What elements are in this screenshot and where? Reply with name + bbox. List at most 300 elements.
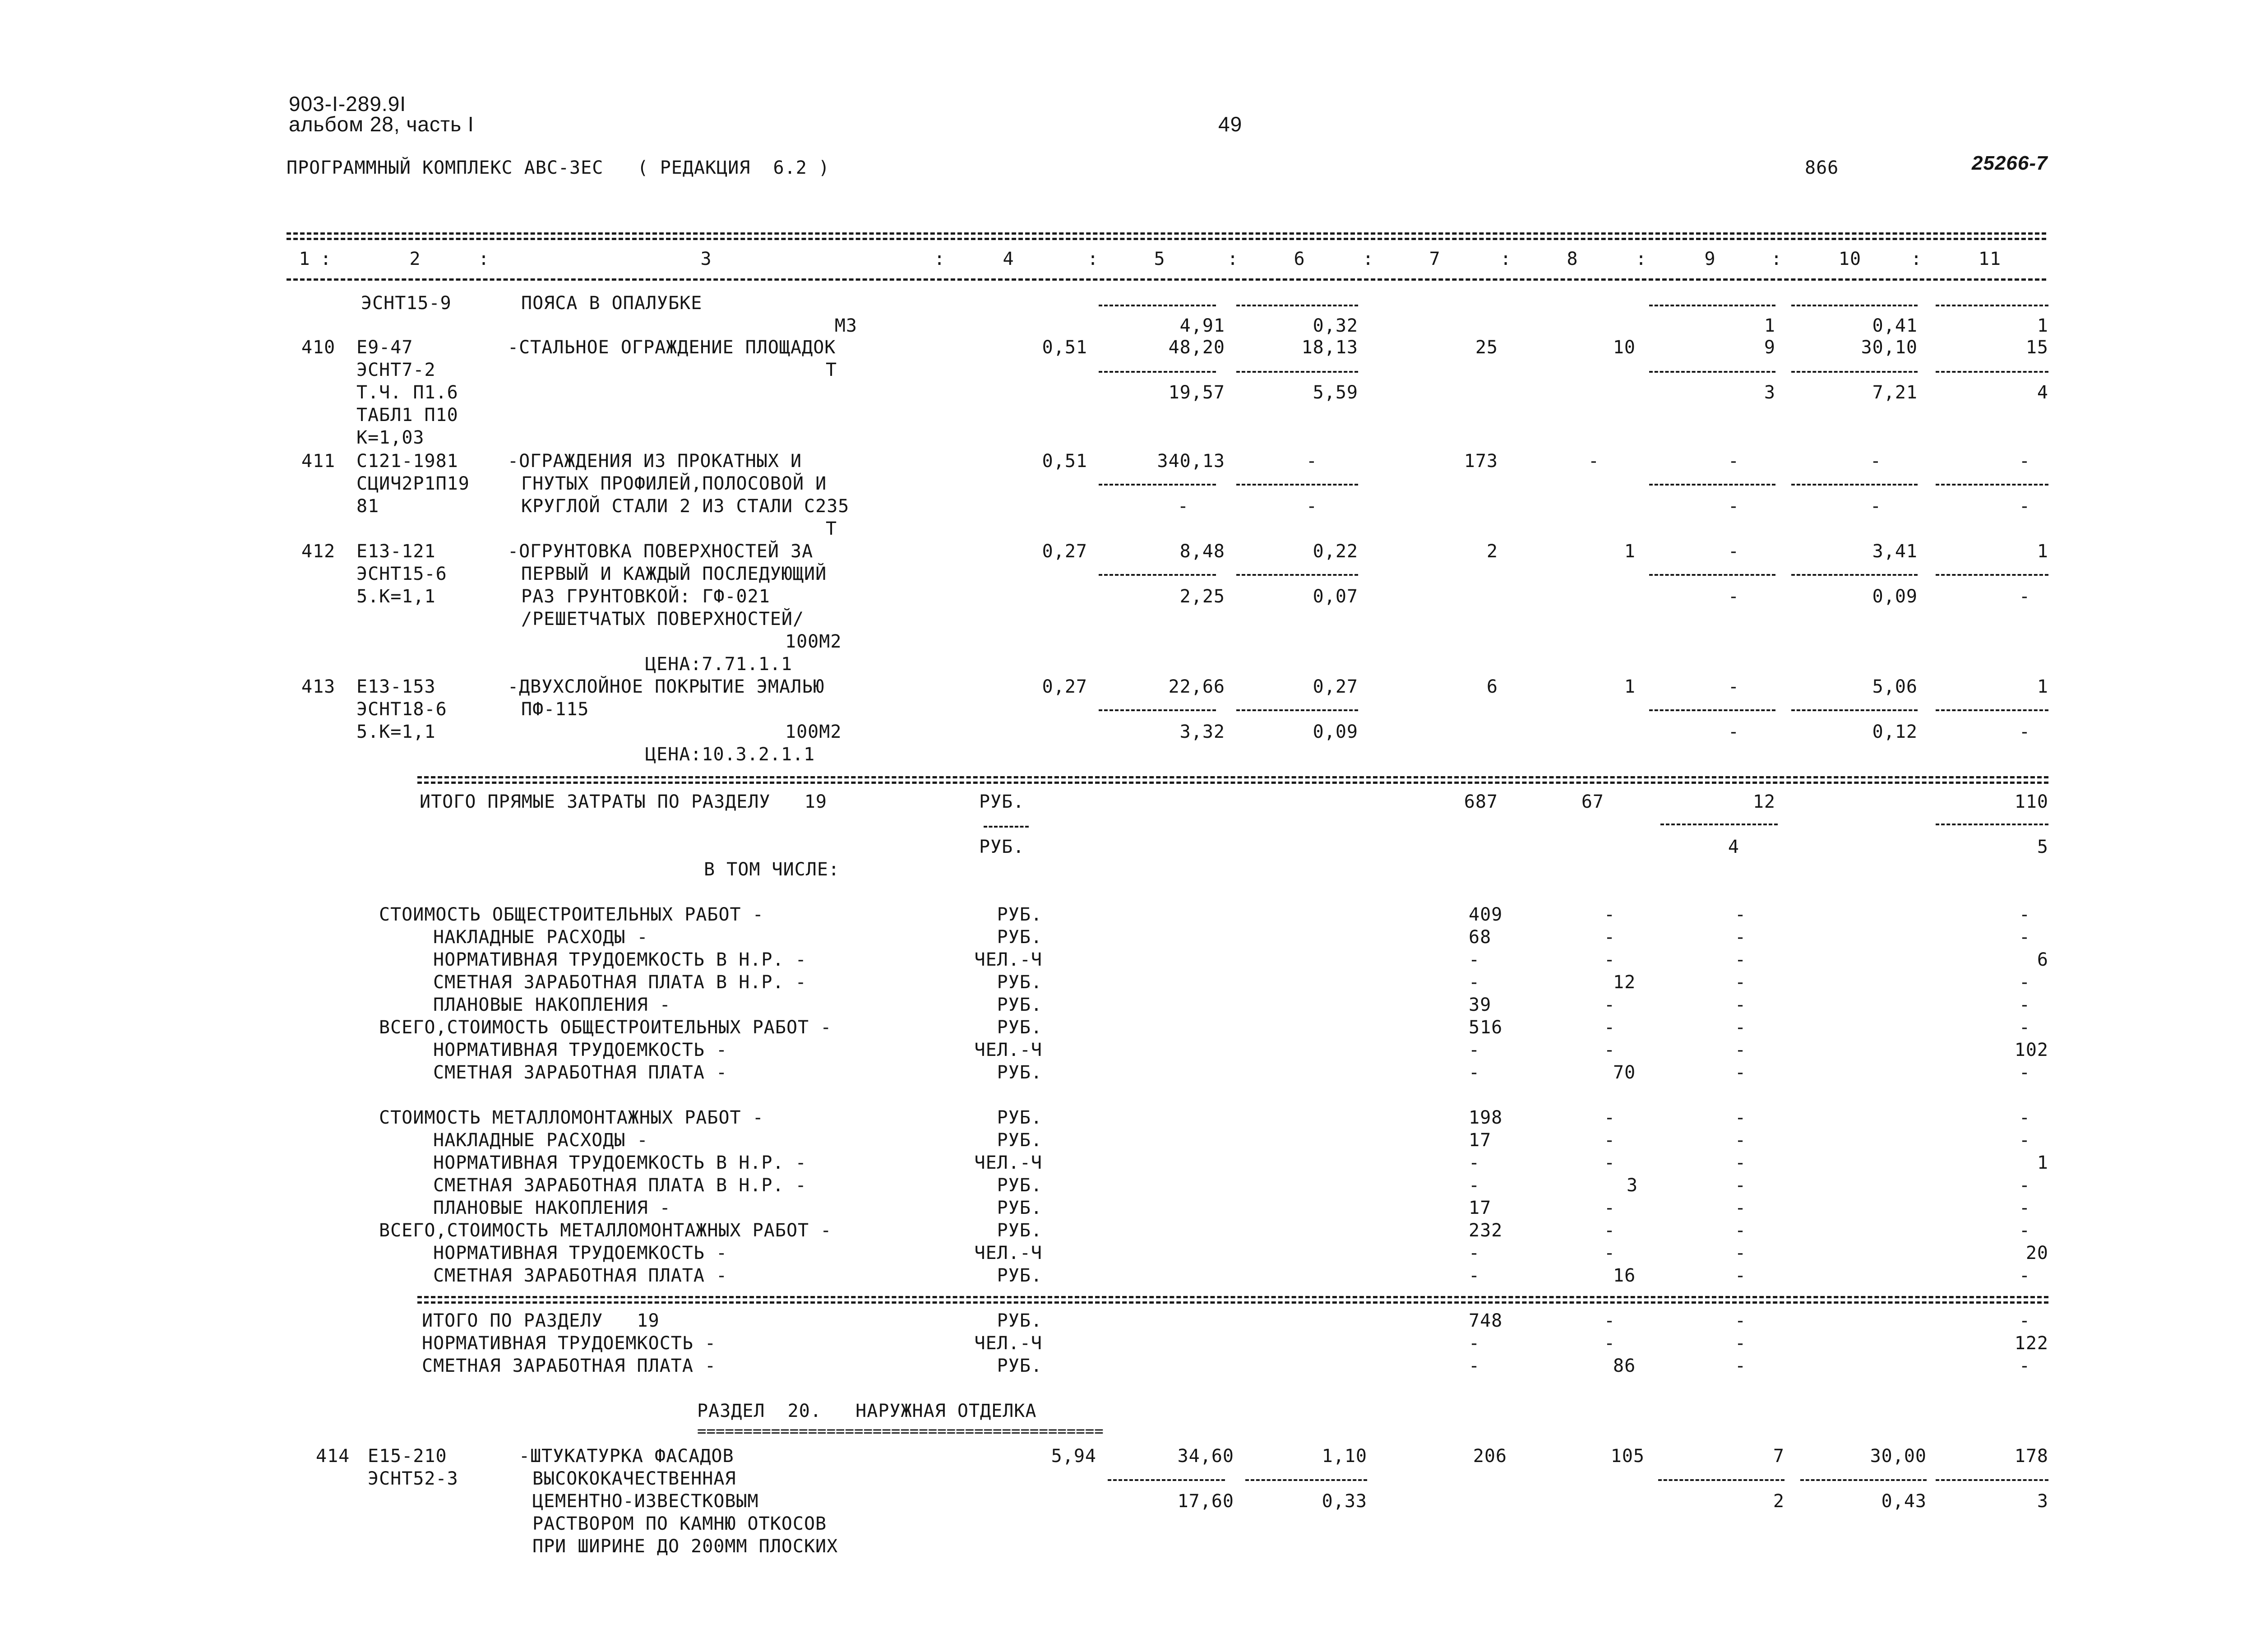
cell-col6: 0,27 [1313,676,1358,697]
cell-col11: 6 [2037,949,2048,970]
cell-col7: - [1469,1356,1480,1376]
entry-number: 413 [301,676,336,697]
cell-col8: - [1604,1220,1616,1241]
cell-col9: - [1735,949,1747,970]
unit: РУБ. [997,1017,1042,1038]
split-line [1791,709,1918,711]
cell-col7: 687 [1464,791,1498,812]
cell-col11: - [2019,1265,2030,1286]
cell-col11: - [2019,1107,2030,1128]
cell-col11: 5 [2037,837,2048,857]
entry-number: 414 [316,1446,350,1467]
cell-col8: 16 [1613,1265,1636,1286]
cell-col4: 0,51 [1042,337,1087,358]
cell-col8: 10 [1613,337,1636,358]
entry-description: КРУГЛОЙ СТАЛИ 2 ИЗ СТАЛИ С235 [521,496,850,517]
col-header-6: 6 [1294,249,1305,269]
summary-label: ИТОГО ПО РАЗДЕЛУ 19 [422,1310,660,1331]
col-separators: : [1363,249,1374,269]
unit: ЧЕЛ.-Ч [974,1333,1042,1354]
page-number: 49 [1218,112,1243,136]
col-separators: : [1227,249,1239,269]
cell-col7: - [1469,1265,1480,1286]
unit: РУБ. [997,1310,1042,1331]
summary-label: НОРМАТИВНАЯ ТРУДОЕМКОСТЬ В Н.Р. - [433,949,807,970]
split-line [1236,484,1358,486]
cell-col9: - [1728,541,1739,562]
cell-col9: - [1735,1265,1747,1286]
split-line [1245,1479,1367,1481]
cell-col6: 0,09 [1313,722,1358,742]
unit: РУБ. [997,1220,1042,1241]
cell-col7: - [1469,1152,1480,1173]
summary-label: НАКЛАДНЫЕ РАСХОДЫ - [433,927,648,948]
entry-code: ЭСНТ7-2 [356,360,436,380]
cell-col7: - [1469,972,1480,993]
cell-col8: - [1604,1333,1616,1354]
entry-code: К=1,03 [356,427,425,448]
cell-col6: - [1306,496,1318,517]
summary-label: НОРМАТИВНАЯ ТРУДОЕМКОСТЬ - [433,1040,728,1060]
cell-col11: 178 [2014,1446,2048,1467]
cell-col9: - [1728,676,1739,697]
entry-code: ЭСНТ18-6 [356,699,447,720]
unit: РУБ. [979,791,1025,812]
cell-col8: 105 [1610,1446,1645,1467]
col-header-11: 11 [1978,249,2002,269]
cell-col10: 0,12 [1872,722,1918,742]
entry-code: 5.К=1,1 [356,722,436,742]
cell-col9: - [1735,1333,1747,1354]
split-line [1791,305,1918,306]
col-header-10: 10 [1838,249,1862,269]
cell-col8: - [1588,451,1600,472]
section-total-rule-2 [417,1301,2048,1304]
cell-col7: - [1469,1243,1480,1263]
cell-col7: 409 [1469,904,1503,925]
cell-col6: 0,32 [1313,315,1358,336]
summary-label: СМЕТНАЯ ЗАРАБОТНАЯ ПЛАТА В Н.Р. - [433,1175,807,1196]
cell-col9: - [1735,1310,1747,1331]
unit: РУБ. [997,1356,1042,1376]
cell-col10: - [1870,496,1882,517]
cell-col7: 748 [1469,1310,1503,1331]
entry-description: ЦЕМЕНТНО-ИЗВЕСТКОВЫМ [532,1491,759,1512]
summary-label: НОРМАТИВНАЯ ТРУДОЕМКОСТЬ В Н.Р. - [433,1152,807,1173]
unit: РУБ. [997,904,1042,925]
cell-col10: 7,21 [1872,382,1918,403]
entry-description: РАСТВОРОМ ПО КАМНЮ ОТКОСОВ [532,1513,827,1534]
cell-col11: - [2019,904,2030,925]
cell-col9: - [1735,995,1747,1015]
split-line [1099,305,1216,306]
cell-col5: 17,60 [1177,1491,1234,1512]
cell-col7: - [1469,1333,1480,1354]
entry-code: ЭСНТ15-6 [356,564,447,584]
split-line [1236,709,1358,711]
album-info: альбом 28, часть I [289,112,474,136]
summary-label: НАКЛАДНЫЕ РАСХОДЫ - [433,1130,648,1151]
entry-code: Е13-153 [356,676,436,697]
cell-col4: 0,51 [1042,451,1087,472]
cell-col9: - [1735,1220,1747,1241]
cell-col9: 4 [1728,837,1739,857]
cell-col7: 25 [1475,337,1498,358]
summary-label: СМЕТНАЯ ЗАРАБОТНАЯ ПЛАТА - [433,1265,728,1286]
entry-number: 411 [301,451,336,472]
col-header-5: 5 [1154,249,1165,269]
split-line [1660,824,1778,825]
unit: ЧЕЛ.-Ч [974,1243,1042,1263]
cell-col4: 5,94 [1051,1446,1096,1467]
entry-code: Е9-47 [356,337,413,358]
col-header-4: 4 [1003,249,1014,269]
cell-col5: - [1177,496,1189,517]
unit: ЧЕЛ.-Ч [974,949,1042,970]
cell-col5: 3,32 [1179,722,1225,742]
cell-col6: 0,33 [1322,1491,1367,1512]
unit: РУБ. [997,1198,1042,1218]
col-header-9: 9 [1704,249,1716,269]
header-top-rule [287,232,2046,235]
col-header-8: 8 [1567,249,1578,269]
cell-col9: 3 [1764,382,1775,403]
cell-col6: 0,22 [1313,541,1358,562]
cell-col10: 30,10 [1861,337,1918,358]
price-reference: ЦЕНА:10.3.2.1.1 [645,744,815,765]
unit: М3 [834,315,857,336]
col-separators: : [1087,249,1099,269]
cell-col8: - [1604,995,1616,1015]
cell-col7: 2 [1486,541,1498,562]
entry-description: -ШТУКАТУРКА ФАСАДОВ [519,1446,734,1467]
cell-col10: - [1870,451,1882,472]
cell-col8: 1 [1624,541,1636,562]
cell-col8: - [1604,1243,1616,1263]
cell-col9: 2 [1773,1491,1784,1512]
cell-col8: - [1604,927,1616,948]
entry-code: 81 [356,496,379,517]
cell-col8: - [1604,1017,1616,1038]
entry-description: /РЕШЕТЧАТЫХ ПОВЕРХНОСТЕЙ/ [521,609,804,629]
cell-col11: - [2019,927,2030,948]
cell-col4: 0,27 [1042,676,1087,697]
summary-label: НОРМАТИВНАЯ ТРУДОЕМКОСТЬ - [422,1333,717,1354]
unit: РУБ. [997,1175,1042,1196]
col-header-7: 7 [1429,249,1441,269]
cell-col9: - [1735,1130,1747,1151]
cell-col8: - [1604,1040,1616,1060]
entry-description: -ОГРУНТОВКА ПОВЕРХНОСТЕЙ ЗА [508,541,814,562]
cell-col11: 110 [2014,791,2048,812]
cell-col8: - [1604,1310,1616,1331]
entry-code: Е15-210 [368,1446,447,1467]
cell-col5: 48,20 [1168,337,1225,358]
cell-col9: - [1735,1152,1747,1173]
entry-description: ПФ-115 [521,699,589,720]
unit: Т [826,360,837,380]
cell-col8: - [1604,949,1616,970]
cell-col7: 232 [1469,1220,1503,1241]
cell-col7: 173 [1464,451,1498,472]
split-line [1649,709,1775,711]
cell-col7: 68 [1469,927,1492,948]
split-line [1099,371,1216,373]
cell-col11: 1 [2037,541,2048,562]
cell-col11: 1 [2037,676,2048,697]
col-header-1: 1 [299,249,310,269]
summary-label: ВСЕГО,СТОИМОСТЬ МЕТАЛЛОМОНТАЖНЫХ РАБОТ - [379,1220,832,1241]
entry-code: 5.К=1,1 [356,586,436,607]
cell-col9: - [1735,927,1747,948]
col-separators: : [1500,249,1512,269]
cell-col4: 0,27 [1042,541,1087,562]
cell-col9: - [1728,496,1739,517]
unit: РУБ. [979,837,1025,857]
split-line [1936,305,2048,306]
split-line [1936,1479,2048,1481]
col-separators: : [478,249,490,269]
cell-col5: 8,48 [1179,541,1225,562]
including-heading: В ТОМ ЧИСЛЕ: [704,859,840,880]
summary-label: НОРМАТИВНАЯ ТРУДОЕМКОСТЬ - [433,1243,728,1263]
cell-col11: - [2019,995,2030,1015]
section-heading: РАЗДЕЛ 20. НАРУЖНАЯ ОТДЕЛКА [697,1401,1037,1421]
entry-number: 412 [301,541,336,562]
split-line [1649,574,1775,576]
cell-col8: 67 [1581,791,1604,812]
cell-col11: - [2019,1017,2030,1038]
cell-col11: 20 [2025,1243,2048,1263]
cell-col5: 22,66 [1168,676,1225,697]
split-line [984,826,1029,828]
entry-description: -ОГРАЖДЕНИЯ ИЗ ПРОКАТНЫХ И [508,451,802,472]
cell-col8: 3 [1627,1175,1638,1196]
cell-col8: 86 [1613,1356,1636,1376]
split-line [1936,574,2048,576]
unit: 100М2 [785,722,842,742]
split-line [1936,709,2048,711]
entry-description: -ДВУХСЛОЙНОЕ ПОКРЫТИЕ ЭМАЛЬЮ [508,676,825,697]
cell-col5: 340,13 [1157,451,1225,472]
cell-col11: 1 [2037,1152,2048,1173]
cell-col10: 0,09 [1872,586,1918,607]
cell-col11: - [2019,586,2030,607]
subtotal-rule-2 [417,782,2048,784]
entry-code: ТАБЛ1 П10 [356,405,458,426]
cell-col7: 17 [1469,1130,1492,1151]
split-line [1936,824,2048,825]
cell-col10: 0,43 [1881,1491,1927,1512]
cell-col8: - [1604,1198,1616,1218]
col-separators: : [1771,249,1783,269]
cell-col11: - [2019,1356,2030,1376]
split-line [1099,574,1216,576]
cell-col11: 1 [2037,315,2048,336]
split-line [1649,305,1775,306]
cell-col6: 1,10 [1322,1446,1367,1467]
cell-col7: 17 [1469,1198,1492,1218]
unit: Т [826,518,837,539]
split-line [1236,305,1358,306]
split-line [1099,709,1216,711]
entry-code: Т.Ч. П1.6 [356,382,458,403]
split-line [1649,371,1775,373]
entry-description: РАЗ ГРУНТОВКОЙ: ГФ-021 [521,586,770,607]
cell-col9: 12 [1752,791,1775,812]
col-separators: : [320,249,332,269]
archive-stamp: 25266-7 [1972,152,2048,174]
entry-description: ГНУТЫХ ПРОФИЛЕЙ,ПОЛОСОВОЙ И [521,473,827,494]
entry-code: СЦИЧ2Р1П19 [356,473,470,494]
cell-col10: 3,41 [1872,541,1918,562]
cell-col5: 4,91 [1179,315,1225,336]
entry-code: ЭСНТ15-9 [361,293,452,314]
cell-col11: - [2019,1310,2030,1331]
cell-col11: - [2019,722,2030,742]
cell-col6: - [1306,451,1318,472]
cell-col8: 70 [1613,1062,1636,1083]
cell-col9: - [1735,972,1747,993]
entry-description: ПРИ ШИРИНЕ ДО 200ММ ПЛОСКИХ [532,1536,838,1557]
summary-label: ПЛАНОВЫЕ НАКОПЛЕНИЯ - [433,1198,671,1218]
unit: РУБ. [997,927,1042,948]
cell-col7: 198 [1469,1107,1503,1128]
cell-col5: 2,25 [1179,586,1225,607]
split-line [1236,574,1358,576]
col-header-3: 3 [700,249,712,269]
unit: РУБ. [997,972,1042,993]
cell-col6: 18,13 [1301,337,1358,358]
cell-col7: 516 [1469,1017,1503,1038]
split-line [1236,371,1358,373]
cell-col9: 9 [1764,337,1775,358]
cell-col11: 122 [2014,1333,2048,1354]
entry-description: ПЕРВЫЙ И КАЖДЫЙ ПОСЛЕДУЮЩИЙ [521,564,827,584]
cell-col8: 1 [1624,676,1636,697]
split-line [1791,484,1918,486]
summary-label: ПЛАНОВЫЕ НАКОПЛЕНИЯ - [433,995,671,1015]
col-separators: : [934,249,946,269]
cell-col7: - [1469,1062,1480,1083]
section-heading-underline: ============================================ [697,1422,1104,1440]
split-line [1791,574,1918,576]
cell-col11: - [2019,1175,2030,1196]
cell-col7: - [1469,1175,1480,1196]
cell-col9: - [1735,904,1747,925]
split-line [1099,484,1216,486]
cell-col8: - [1604,1107,1616,1128]
cell-col11: - [2019,1198,2030,1218]
unit: РУБ. [997,995,1042,1015]
split-line [1791,371,1918,373]
cell-col9: - [1735,1017,1747,1038]
unit: РУБ. [997,1107,1042,1128]
cell-col7: 39 [1469,995,1492,1015]
unit: ЧЕЛ.-Ч [974,1152,1042,1173]
cell-col9: - [1735,1356,1747,1376]
cell-col5: 34,60 [1177,1446,1234,1467]
unit: РУБ. [997,1062,1042,1083]
entry-number: 410 [301,337,336,358]
cell-col9: - [1728,451,1739,472]
cell-col11: - [2019,1130,2030,1151]
cell-col11: 15 [2025,337,2048,358]
split-line [1936,484,2048,486]
unit: ЧЕЛ.-Ч [974,1040,1042,1060]
split-line [1108,1479,1225,1481]
cell-col9: - [1735,1040,1747,1060]
summary-label: ВСЕГО,СТОИМОСТЬ ОБЩЕСТРОИТЕЛЬНЫХ РАБОТ - [379,1017,832,1038]
entry-code: С121-1981 [356,451,458,472]
cell-col6: 0,07 [1313,586,1358,607]
cell-col11: 102 [2014,1040,2048,1060]
entry-description: -СТАЛЬНОЕ ОГРАЖДЕНИЕ ПЛОЩАДОК [508,337,836,358]
cell-col6: 5,59 [1313,382,1358,403]
cell-col9: - [1735,1107,1747,1128]
cell-col8: - [1604,1130,1616,1151]
cell-col9: - [1735,1198,1747,1218]
cell-col11: - [2019,451,2030,472]
summary-label: СТОИМОСТЬ ОБЩЕСТРОИТЕЛЬНЫХ РАБОТ - [379,904,764,925]
split-line [1800,1479,1927,1481]
cell-col9: - [1735,1175,1747,1196]
cell-col9: - [1728,722,1739,742]
program-title: ПРОГРАММНЫЙ КОМПЛЕКС АВС-ЗЕС ( РЕДАКЦИЯ 6.2 ) [287,157,830,178]
cell-col9: - [1735,1243,1747,1263]
cell-col5: 19,57 [1168,382,1225,403]
document-number: 903-I-289.9I [289,92,407,116]
unit: 100М2 [785,631,842,652]
cell-col8: - [1604,904,1616,925]
cell-col7: 206 [1473,1446,1507,1467]
cell-col9: - [1728,586,1739,607]
split-line [1649,484,1775,486]
cell-col11: - [2019,972,2030,993]
summary-label: СМЕТНАЯ ЗАРАБОТНАЯ ПЛАТА - [433,1062,728,1083]
cell-col10: 30,00 [1870,1446,1927,1467]
cell-col11: - [2019,1062,2030,1083]
header-top-rule-2 [287,238,2046,240]
section-total-rule [417,1296,2048,1298]
cell-col7: - [1469,949,1480,970]
col-separators: : [1636,249,1647,269]
cell-col8: 12 [1613,972,1636,993]
cell-col11: - [2019,1220,2030,1241]
cell-col8: - [1604,1152,1616,1173]
col-separators: : [1911,249,1923,269]
split-line [1658,1479,1784,1481]
summary-label: СМЕТНАЯ ЗАРАБОТНАЯ ПЛАТА - [422,1356,717,1376]
cell-col9: 7 [1773,1446,1784,1467]
cell-col10: 5,06 [1872,676,1918,697]
cell-col11: 3 [2037,1491,2048,1512]
unit: РУБ. [997,1265,1042,1286]
cell-col7: 6 [1486,676,1498,697]
entry-code: ЭСНТ52-3 [368,1468,458,1489]
total-label: ИТОГО ПРЯМЫЕ ЗАТРАТЫ ПО РАЗДЕЛУ 19 [420,791,827,812]
entry-description: ПОЯСА В ОПАЛУБКЕ [521,293,703,314]
cell-col7: - [1469,1040,1480,1060]
cell-col9: 1 [1764,315,1775,336]
price-reference: ЦЕНА:7.71.1.1 [645,654,793,675]
cell-col11: 4 [2037,382,2048,403]
col-header-2: 2 [409,249,421,269]
cell-col10: 0,41 [1872,315,1918,336]
summary-label: СМЕТНАЯ ЗАРАБОТНАЯ ПЛАТА В Н.Р. - [433,972,807,993]
cell-col9: - [1735,1062,1747,1083]
summary-label: СТОИМОСТЬ МЕТАЛЛОМОНТАЖНЫХ РАБОТ - [379,1107,764,1128]
